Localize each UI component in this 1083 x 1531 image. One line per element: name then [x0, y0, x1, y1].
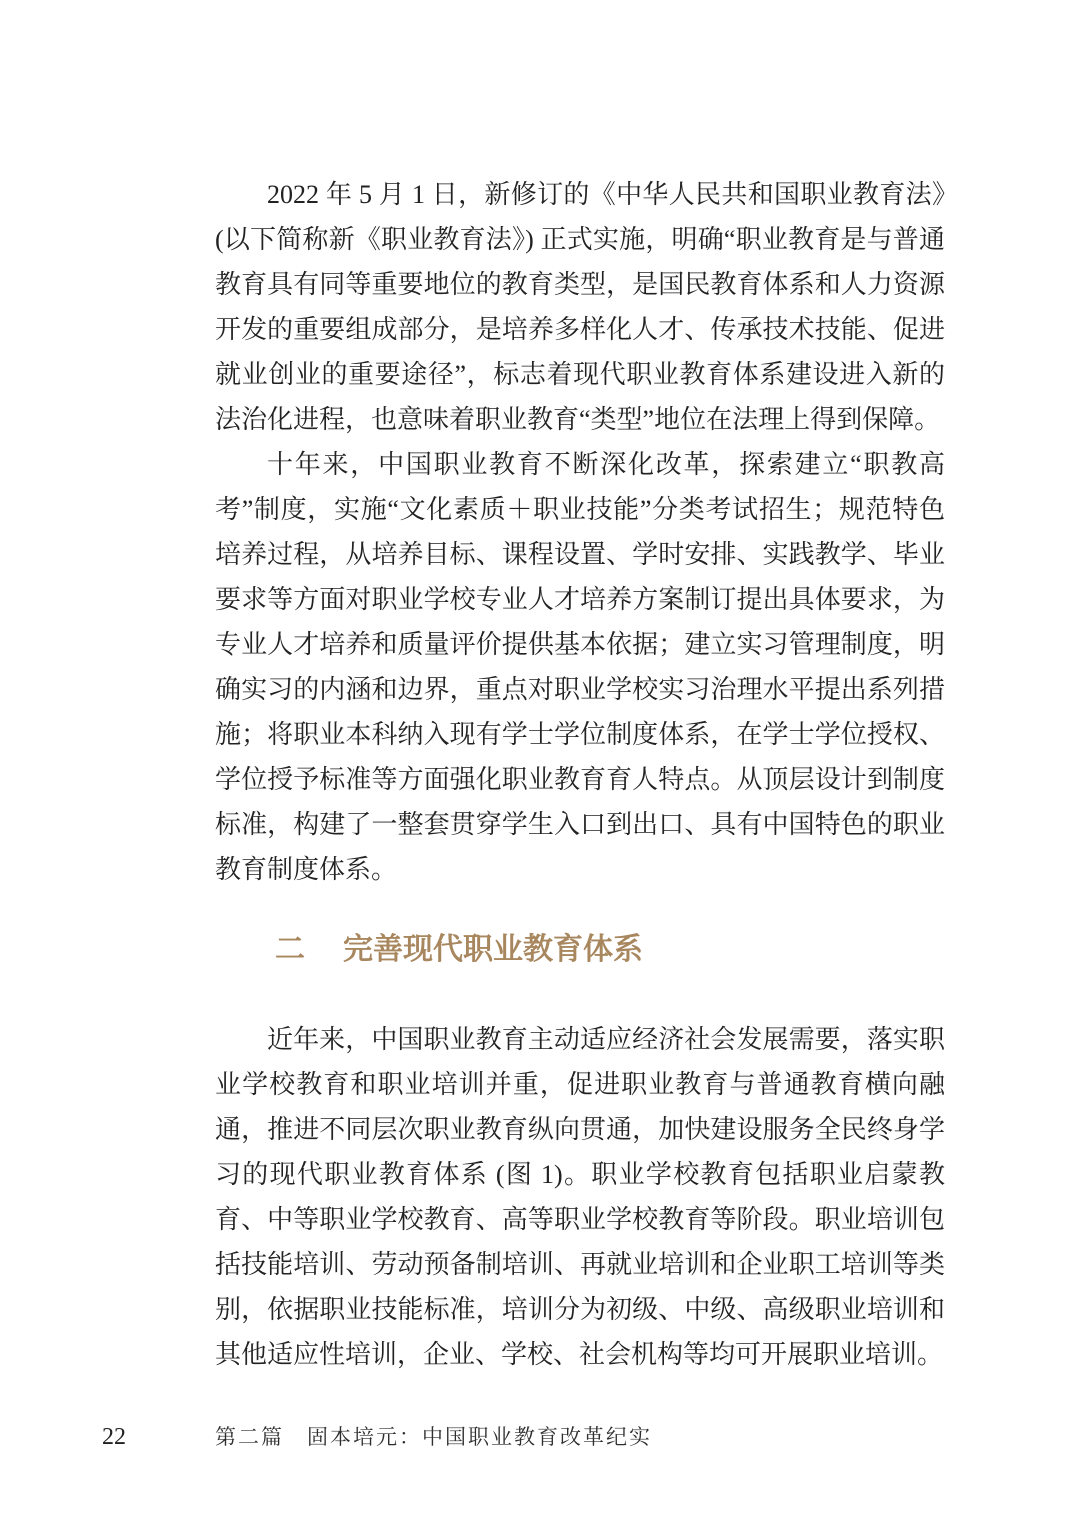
section-title: 完善现代职业教育体系 — [343, 933, 643, 966]
body-paragraph: 十年来，中国职业教育不断深化改革，探索建立“职教高考”制度，实施“文化素质＋职业技能”分类考试招生；规范特色培养过程，从培养目标、课程设置、学时安排、实践教学、毕业要求等方面对职业学校专业人才培养方案制订提出具体要求，为专业人才培养和质量评价提供基本依据；建立实习管理制度，明确实习的内涵和边界，重点对职业学校实习治理水平提出系列措施；将职业本科纳入现有学士学位制度体系，在学士学位授权、学位授予标准等方面强化职业教育育人特点。从顶层设计到制度标准，构建了一整套贯穿学生入口到出口、具有中国特色的职业教育制度体系。 — [215, 450, 945, 884]
section-heading — [215, 927, 945, 972]
page-footer — [0, 1421, 1083, 1461]
section-number: 二 — [275, 933, 305, 966]
running-title: 第二篇 固本培元：中国职业教育改革纪实 — [215, 1426, 652, 1449]
body-paragraph: 近年来，中国职业教育主动适应经济社会发展需要，落实职业学校教育和职业培训并重，促进职业教育与普通教育横向融通，推进不同层次职业教育纵向贯通，加快建设服务全民终身学习的现代职业教育体系 (图 1)。职业学校教育包括职业启蒙教育、中等职业学校教育、高等职业学校教育等阶段。职业培训包括技能培训、劳动预备制培训、再就业培训和企业职工培训等类别，依据职业技能标准，培训分为初级、中级、高级职业培训和其他适应性培训，企业、学校、社会机构等均可开展职业培训。 — [215, 1025, 945, 1369]
page-number: 22 — [102, 1424, 126, 1450]
body-paragraph: 2022 年 5 月 1 日，新修订的《中华人民共和国职业教育法》(以下简称新《职业教育法》) 正式实施，明确“职业教育是与普通教育具有同等重要地位的教育类型，是国民教育体系和人力资源开发的重要组成部分，是培养多样化人才、传承技术技能、促进就业创业的重要途径”，标志着现代职业教育体系建设进入新的法治化进程，也意味着职业教育“类型”地位在法理上得到保障。 — [215, 180, 945, 434]
text-block — [215, 172, 945, 1377]
